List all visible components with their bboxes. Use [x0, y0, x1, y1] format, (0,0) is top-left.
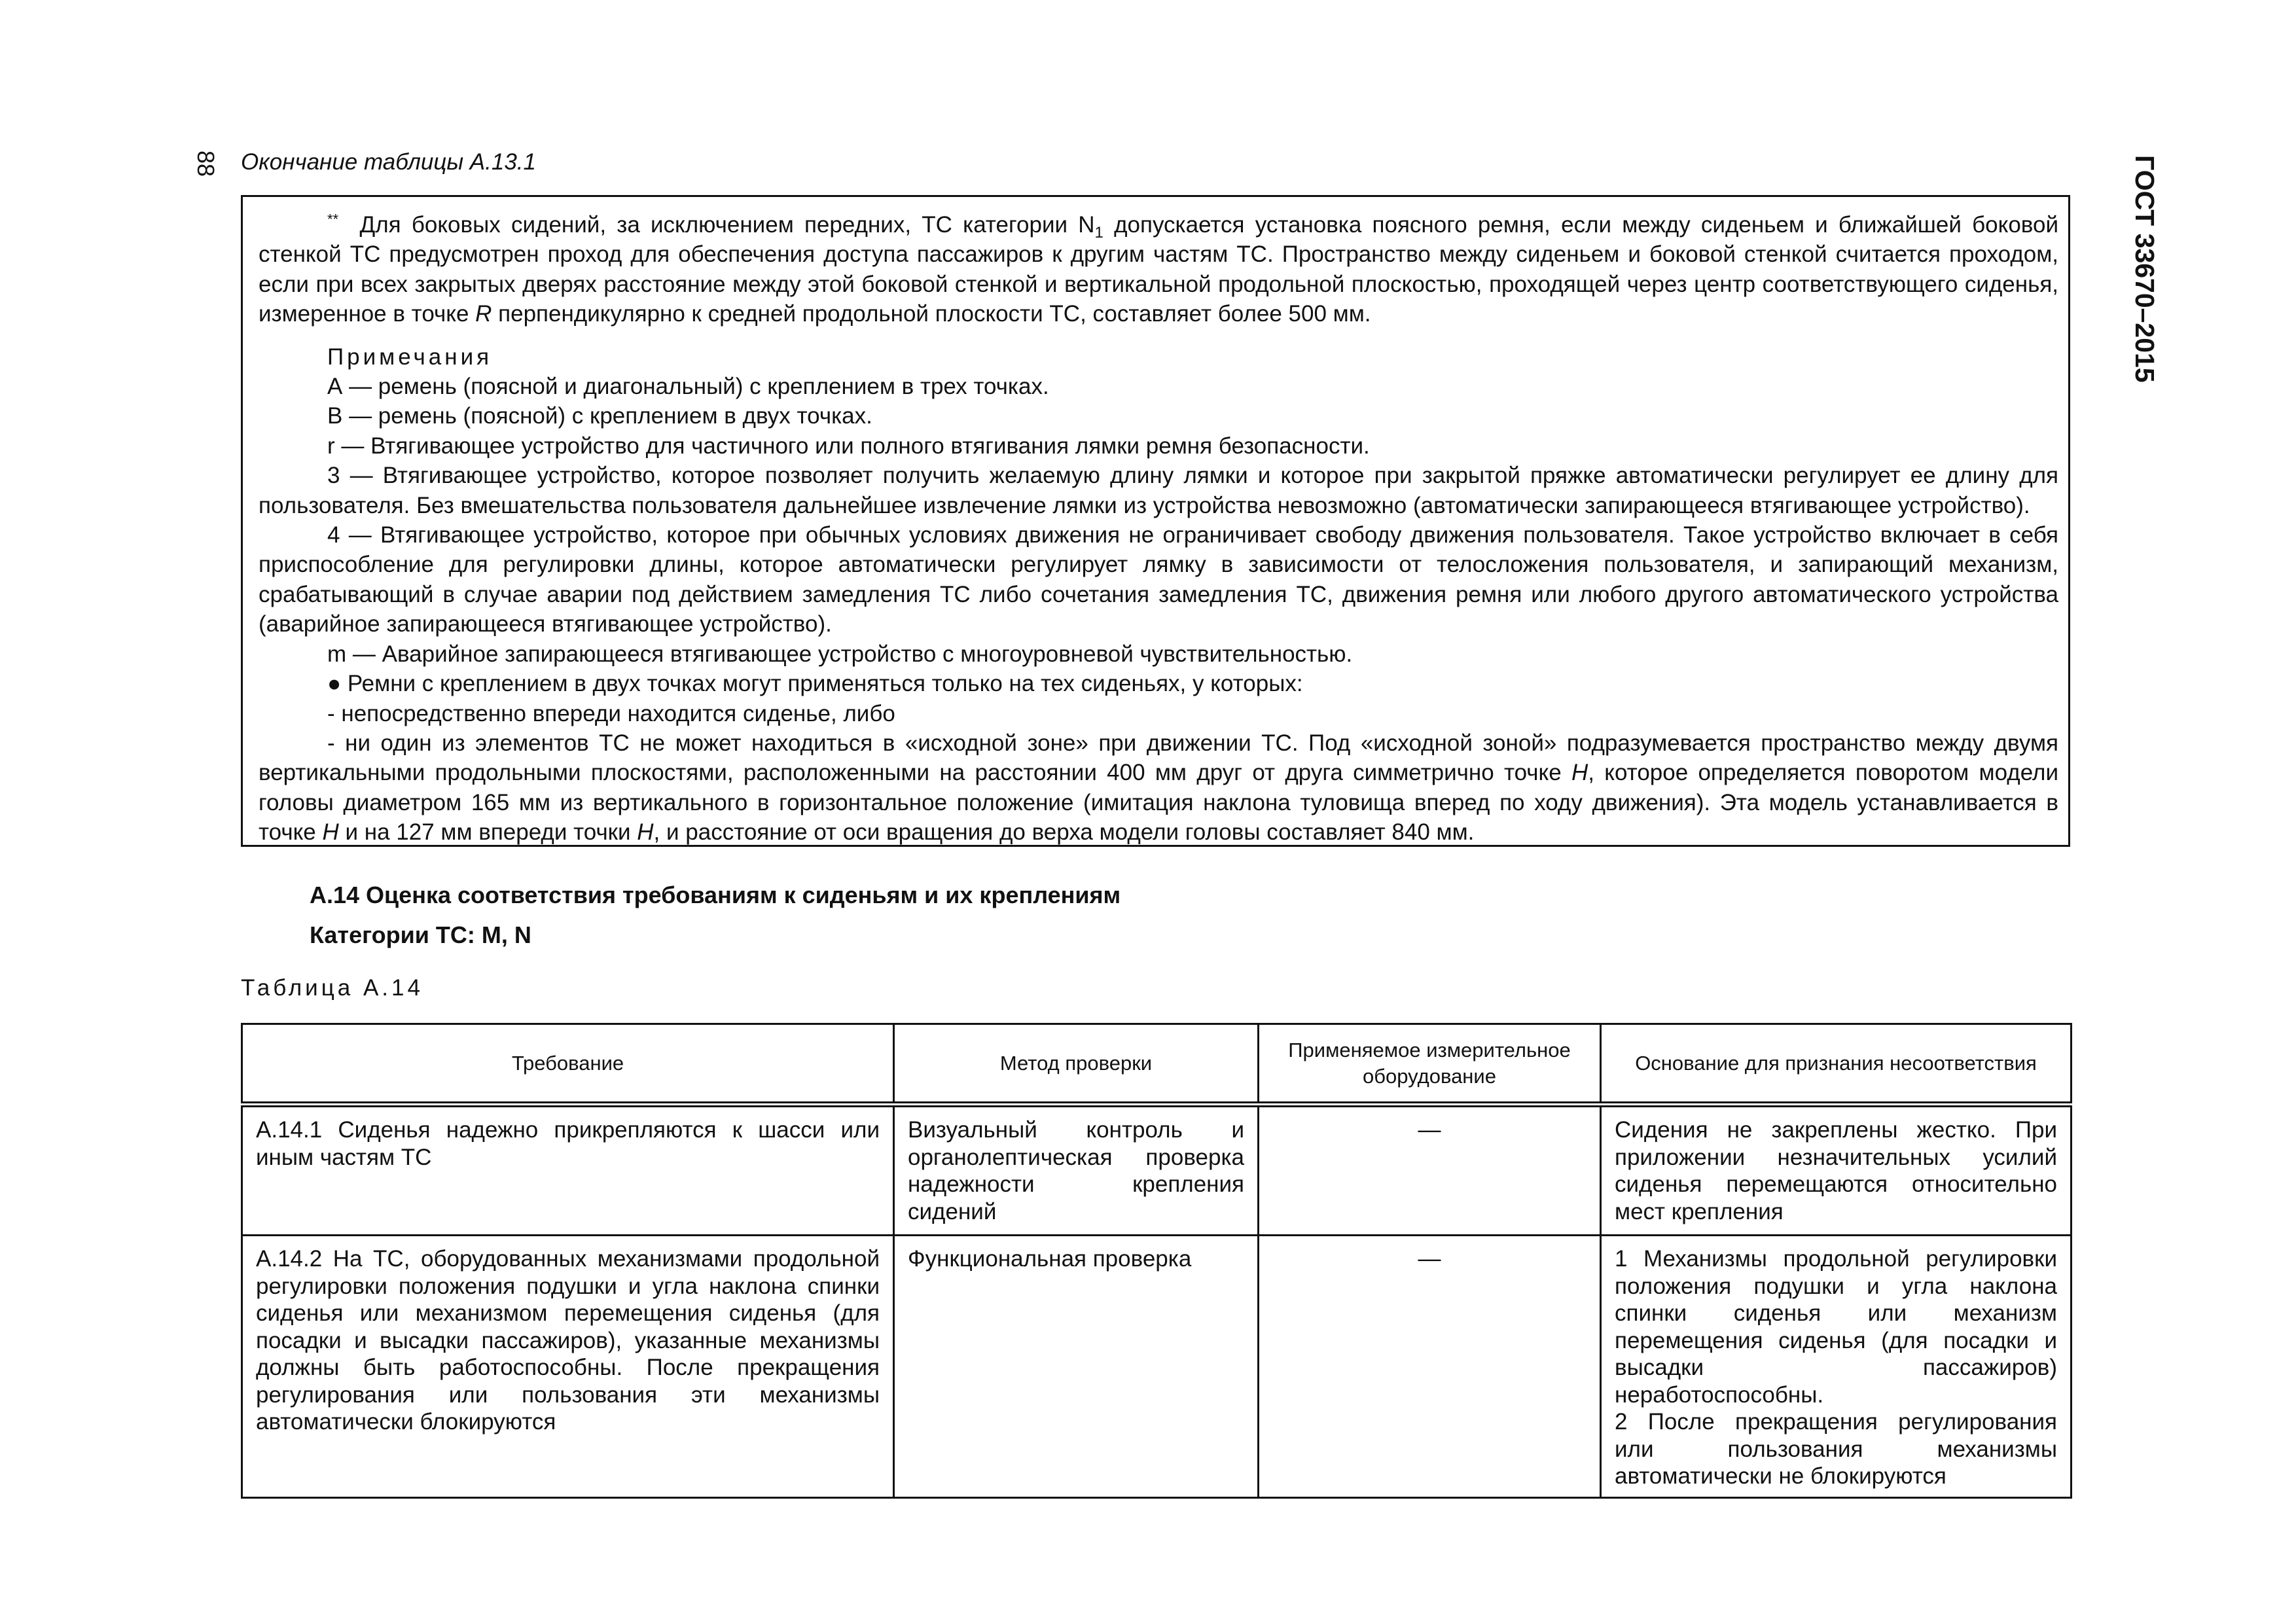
- cell-equipment: —: [1259, 1105, 1601, 1236]
- note-dash-2-text: - ни один из элементов ТС не может находиться в «исходной зоне» при движении ТС. Под «исходной зоной» подразумевается пространство между двумя вертикальными продольными плоскостями, расположенными на расстоянии 400 мм друг от друга симметрично точке: [259, 730, 2058, 786]
- cell-equipment: —: [1259, 1236, 1601, 1498]
- section-title: А.14 Оценка соответствия требованиям к сиденьям и их креплениям: [310, 882, 1121, 908]
- table-row: [242, 1236, 2072, 1498]
- point-h: H: [322, 819, 339, 846]
- header-requirement: Требование: [242, 1024, 894, 1105]
- table-header-row: [242, 1024, 2072, 1105]
- footnote-content: [259, 210, 2058, 847]
- note-dash-1: - непосредственно впереди находится сиденье, либо: [327, 700, 895, 726]
- point-h: H: [637, 819, 654, 846]
- note-3: 3 — Втягивающее устройство, которое позволяет получить желаемую длину лямки и которое при закрытой пряжке автоматически регулирует ее длину для пользователя. Без вмешательства пользователя дальнейшее извлечение лямки из устройства невозможно (автоматически запирающееся втягивающее устройство).: [259, 463, 2058, 518]
- footnote-text-2: допускается установка поясного ремня, если между сиденьем и ближайшей боковой стенкой ТС предусмотрен проход для обеспечения доступа пассажиров к другим частям ТС. Пространство между сиденьем и боковой стенкой считается проходом, если при всех закрытых дверях расстояние между этой боковой стенкой и вертикальной продольной плоскостью, проходящей через центр соответствующего сиденья, измеренное в точке: [259, 212, 2059, 327]
- note-b: В — ремень (поясной) с креплением в двух точках.: [327, 403, 872, 429]
- table-label: Таблица А.14: [241, 975, 423, 1001]
- cell-requirement: А.14.1 Сиденья надежно прикрепляются к шасси или иным частям ТС: [242, 1105, 894, 1236]
- notes-title: Примечания: [327, 344, 493, 370]
- footnote-box: [241, 195, 2070, 847]
- note-dash-2-text-c: и на 127 мм впереди точки: [338, 819, 637, 846]
- note-4: 4 — Втягивающее устройство, которое при обычных условиях движения не ограничивает свободу движения пользователя. Такое устройство включает в себя приспособление для регулировки длины, которое автоматически регулирует лямку в зависимости от телосложения пользователя, и запирающий механизм, срабатывающий в случае аварии под действием замедления ТС либо сочетания замедления ТС, движения ремня или любого другого автоматического устройства (аварийное запирающееся втягивающее устройство).: [259, 522, 2058, 637]
- note-m: m — Аварийное запирающееся втягивающее устройство с многоуровневой чувствительностью.: [327, 641, 1353, 667]
- note-dash-2: [259, 728, 2058, 847]
- page-heading: Окончание таблицы А.13.1: [241, 149, 537, 175]
- cell-basis: Сидения не закреплены жестко. При приложении незначительных усилий сиденья перемещаются относительно мест крепления: [1601, 1105, 2072, 1236]
- header-basis: Основание для признания несоответствия: [1601, 1024, 2072, 1105]
- note-dash-2-text-b: , которое определяется поворотом модели головы диаметром 165 мм из вертикального в горизонтальное положение (имитация наклона туловища вперед по ходу движения). Эта модель устанавливается в точке: [259, 760, 2058, 846]
- page-number: 88: [192, 151, 219, 177]
- section-categories: Категории ТС: М, N: [310, 921, 531, 948]
- basis-item-1: 1 Механизмы продольной регулировки положения подушки и угла наклона спинки сиденья или механизм перемещения сиденья (для посадки и высадки пассажиров) неработоспособны.: [1615, 1246, 2057, 1408]
- footnote-text: Для боковых сидений, за исключением передних, ТС категории N: [359, 212, 1095, 238]
- footnote-paragraph: [259, 210, 2058, 329]
- basis-item-2: 2 После прекращения регулирования или пользования механизмы автоматически не блокируются: [1615, 1409, 2057, 1489]
- note-r: r — Втягивающее устройство для частичного или полного втягивания лямки ремня безопасности.: [327, 433, 1370, 459]
- point-r: R: [475, 301, 492, 327]
- note-a: А — ремень (поясной и диагональный) с креплением в трех точках.: [327, 374, 1049, 400]
- point-h: H: [1571, 760, 1588, 786]
- cell-basis: [1601, 1236, 2072, 1498]
- footnote-subscript: 1: [1094, 224, 1103, 241]
- footnote-text-3: перпендикулярно к средней продольной плоскости ТС, составляет более 500 мм.: [492, 301, 1371, 327]
- requirements-table: [241, 1023, 2072, 1499]
- table-row: [242, 1105, 2072, 1236]
- standard-code: ГОСТ 33670–2015: [2130, 155, 2160, 383]
- header-equipment: Применяемое измерительное оборудование: [1259, 1024, 1601, 1105]
- note-bullet: ● Ремни с креплением в двух точках могут применяться только на тех сиденьях, у которых:: [327, 671, 1303, 697]
- cell-method: Функциональная проверка: [894, 1236, 1259, 1498]
- cell-method: Визуальный контроль и органолептическая проверка надежности крепления сидений: [894, 1105, 1259, 1236]
- cell-requirement: А.14.2 На ТС, оборудованных механизмами продольной регулировки положения подушки и угла наклона спинки сиденья или механизмом перемещения сиденья (для посадки и высадки пассажиров), указанные механизмы должны быть работоспособны. После прекращения регулирования или пользования эти механизмы автоматически блокируются: [242, 1236, 894, 1498]
- header-method: Метод проверки: [894, 1024, 1259, 1105]
- note-dash-2-text-d: , и расстояние от оси вращения до верха модели головы составляет 840 мм.: [653, 819, 1475, 846]
- footnote-marker: **: [327, 211, 339, 228]
